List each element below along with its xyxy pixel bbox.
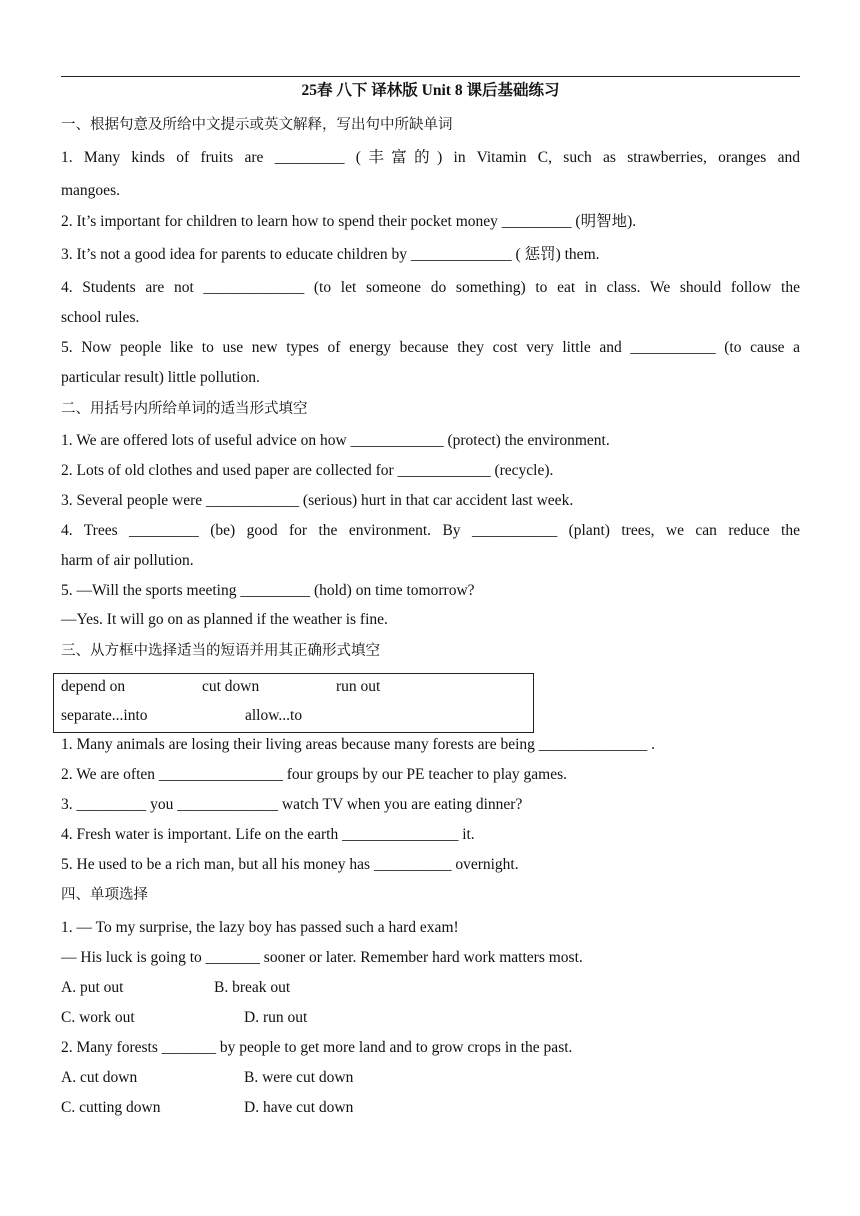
s1-q5-line2: particular result) little pollution.	[61, 369, 260, 386]
phrase-depend-on: depend on	[61, 678, 126, 695]
s1-q4-line2: school rules.	[61, 309, 140, 326]
s1-q4-line1: 4. Students are not _____________ (to let someone do something) to eat in class. We should follow the	[61, 279, 800, 296]
s3-q2: 2. We are often ________________ four groups by our PE teacher to play games.	[61, 766, 567, 783]
s4-q1-option-b: B. break out	[214, 979, 291, 996]
s3-q4: 4. Fresh water is important. Life on the earth _______________ it.	[61, 826, 475, 843]
page-title: 25春 八下 译林版 Unit 8 课后基础练习	[301, 82, 560, 99]
header-rule	[61, 76, 800, 77]
s2-q1: 1. We are offered lots of useful advice on how ____________ (protect) the environment.	[61, 432, 610, 449]
s4-q2: 2. Many forests _______ by people to get more land and to grow crops in the past.	[61, 1039, 573, 1056]
s2-q4-line1: 4. Trees _________ (be) good for the environment. By ___________ (plant) trees, we can reduce the	[61, 522, 800, 539]
s4-q2-option-b: B. were cut down	[244, 1069, 354, 1086]
s4-q1-line2: — His luck is going to _______ sooner or later. Remember hard work matters most.	[61, 949, 583, 966]
s3-q3: 3. _________ you _____________ watch TV when you are eating dinner?	[61, 796, 523, 813]
s4-q1-option-a: A. put out	[61, 979, 124, 996]
phrase-run-out: run out	[336, 678, 381, 695]
s4-q1-line1: 1. — To my surprise, the lazy boy has passed such a hard exam!	[61, 919, 459, 936]
s4-q2-option-a: A. cut down	[61, 1069, 138, 1086]
s1-q1-line2: mangoes.	[61, 182, 120, 199]
s4-q1-option-d: D. run out	[244, 1009, 308, 1026]
s2-q5-line2: —Yes. It will go on as planned if the weather is fine.	[61, 611, 388, 628]
section4-heading: 四、单项选择	[61, 887, 148, 903]
s1-q3: 3. It’s not a good idea for parents to educate children by _____________ ( 惩罚) them.	[61, 246, 600, 263]
s3-q1: 1. Many animals are losing their living areas because many forests are being ______________ .	[61, 736, 656, 753]
section3-heading: 三、从方框中选择适当的短语并用其正确形式填空	[61, 643, 380, 659]
s2-q3: 3. Several people were ____________ (serious) hurt in that car accident last week.	[61, 492, 574, 509]
phrase-cut-down: cut down	[202, 678, 260, 695]
phrase-allow-to: allow...to	[245, 707, 303, 724]
phrase-box	[53, 673, 534, 733]
s4-q1-option-c: C. work out	[61, 1009, 135, 1026]
s4-q2-option-d: D. have cut down	[244, 1099, 354, 1116]
s4-q2-option-c: C. cutting down	[61, 1099, 161, 1116]
s3-q5: 5. He used to be a rich man, but all his money has __________ overnight.	[61, 856, 519, 873]
s2-q4-line2: harm of air pollution.	[61, 552, 194, 569]
phrase-separate-into: separate...into	[61, 707, 148, 724]
s2-q5-line1: 5. —Will the sports meeting _________ (hold) on time tomorrow?	[61, 582, 475, 599]
s1-q2: 2. It’s important for children to learn how to spend their pocket money _________ (明智地).	[61, 213, 637, 230]
section1-heading: 一、根据句意及所给中文提示或英文解释，写出句中所缺单词	[61, 117, 453, 133]
s1-q1-line1: 1. Many kinds of fruits are _________ (丰富的) in Vitamin C, such as strawberries, oranges and	[61, 149, 800, 166]
s1-q5-line1: 5. Now people like to use new types of energy because they cost very little and ___________ (to cause a	[61, 339, 800, 356]
section2-heading: 二、用括号内所给单词的适当形式填空	[61, 401, 308, 417]
s2-q2: 2. Lots of old clothes and used paper are collected for ____________ (recycle).	[61, 462, 554, 479]
